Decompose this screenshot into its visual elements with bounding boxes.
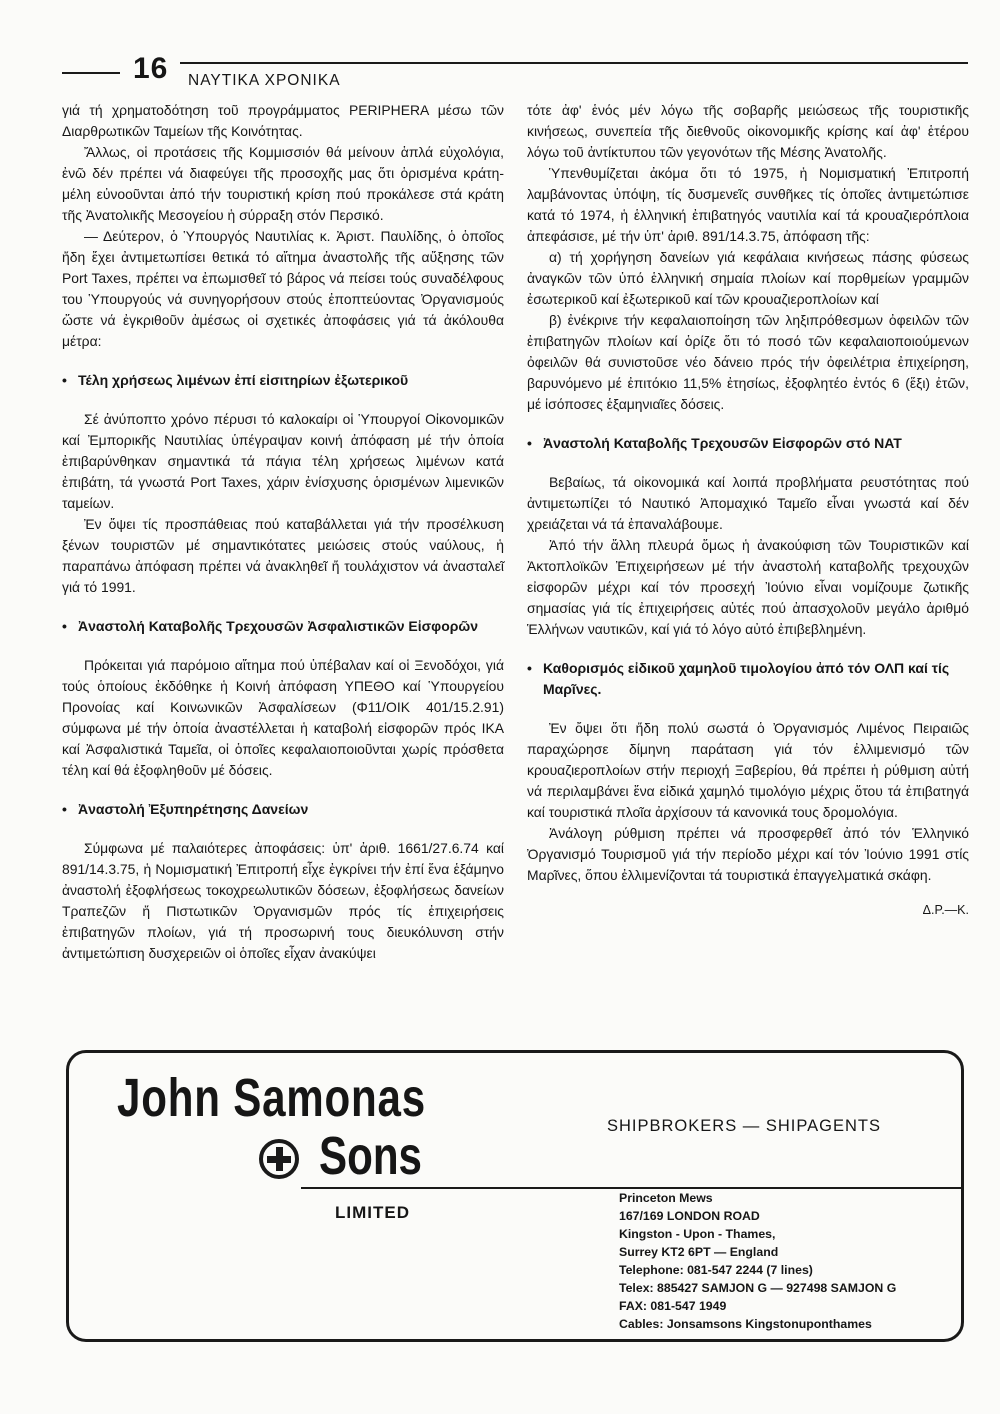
- address-line: 167/169 LONDON ROAD: [619, 1209, 760, 1223]
- paragraph: τότε ἀφ' ἑνός μέν λόγω τῆς σοβαρῆς μειώσεως τῆς τουριστικῆς κινήσεως, συνεπεία τῆς διεθνοῦς οἰκονομικῆς κρίσης καί ἀφ' ἑτέρου λόγω τοῦ ἀντίκτυπου τῶν γεγονότων τῆς Μέσης Ἀνατολῆς.: [527, 102, 969, 160]
- paragraph: Σύμφωνα μέ παλαιότερες ἀποφάσεις: ὑπ' ἀριθ. 1661/27.6.74 καί 891/14.3.75, ἡ Νομισματική Ἐπιτροπή εἶχε ἐγκρίνει τήν ἐπί ἕνα ἑξάμηνο ἀναστολή ἐξοφλήσεως τοκοχρεωλυτικῶν δόσεων, ἐξοφλήσεως δανείων Τραπεζῶν ἤ Πιστωτικῶν Ὀργανισμῶν πρός τίς ἐπιχειρήσεις ἐπιβατηγῶν πλοίων, γιά τή προσωρινή τους διευκόλυνση στήν ἀντιμετώπιση δυσχερειῶν οἱ ὁποῖες εἶχαν ἀνακύψει: [62, 840, 504, 961]
- paragraph: Ἐν ὄψει τίς προσπάθειας πού καταβάλλεται γιά τήν προσέλκυση ξένων τουριστῶν μέ σημαντικότατες μειώσεις στούς ναύλους, ἡ παραπάνω ἀπόφαση πρέπει νά ἀνακληθεῖ ἤ τουλάχιστον νά ἀνασταλεῖ γιά τό 1991.: [62, 516, 504, 595]
- address-line: Surrey KT2 6PT — England: [619, 1245, 779, 1259]
- company-address: [619, 1189, 896, 1333]
- company-limited: LIMITED: [335, 1203, 410, 1222]
- header-rule-left: [62, 72, 120, 74]
- company-name-line1: John Samonas: [117, 1068, 426, 1128]
- company-tagline: SHIPBROKERS — SHIPAGENTS: [607, 1117, 881, 1135]
- bullet-icon: •: [527, 435, 532, 451]
- bullet-icon: •: [62, 801, 67, 817]
- paragraph: Σέ ἀνύποπτο χρόνο πέρυσι τό καλοκαίρι οἱ Ὑπουργοί Οἰκονομικῶν καί Ἐμπορικῆς Ναυτιλίας ὑπέγραψαν κοινή ἀπόφαση μέ τήν ὁποία ἐπιβαρύνθηκαν σημαντικά τά πάγια τέλη χρήσεως λιμένων κατά ἐπιβάτη, τά γνωστά Port Taxes, χάριν ἐνίσχυσης ὁρισμένων λιμενικῶν ταμείων.: [62, 411, 504, 511]
- section-heading: • Τέλη χρήσεως λιμένων ἐπί εἰσιτηρίων ἐξωτερικοῦ: [62, 370, 504, 391]
- paragraph: γιά τή χρηματοδότηση τοῦ προγράμματος PERIPHERA μέσω τῶν Διαρθρωτικῶν Ταμείων τῆς Κοινότητας.: [62, 102, 504, 139]
- bullet-icon: •: [62, 618, 67, 634]
- section-heading: • Καθορισμός εἰδικοῦ χαμηλοῦ τιμολογίου ἀπό τόν ΟΛΠ καί τίς Μαρῖνες.: [527, 660, 950, 697]
- section-heading: • Ἀναστολή Καταβολῆς Τρεχουσῶν Εἰσφορῶν στό ΝΑΤ: [527, 433, 969, 454]
- right-column: [527, 100, 969, 921]
- address-line: Kingston - Upon - Thames,: [619, 1227, 776, 1241]
- telephone-line: Telephone: 081-547 2244 (7 lines): [619, 1263, 813, 1277]
- bullet-icon: •: [527, 660, 532, 676]
- bullet-icon: •: [62, 372, 67, 388]
- magazine-title: ΝΑΥΤΙΚΑ ΧΡΟΝΙΚΑ: [188, 72, 341, 89]
- list-item: α) τή χορήγηση δανείων γιά κεφάλαια κινήσεως πάσης φύσεως ἀναγκῶν τῶν ὑπό ἑλληνική σημαία πλοίων καί πορθμείων γραμμῶν ἐσωτερικοῦ καί ἐξωτερικοῦ καί τῶν κρουαζιεροπλοίων καί: [527, 249, 969, 307]
- paragraph: Πρόκειται γιά παρόμοιο αἴτημα πού ὑπέβαλαν καί οἱ Ξενοδόχοι, γιά τούς ὁποίους ἐκδόθηκε ἡ Κοινή ἀπόφαση ΥΠΕΘΟ καί Ὑπουργείου Προνοίας καί Κοινωνικῶν Ἀσφαλίσεων (Φ11/ΟΙΚ 401/15.2.91) σύμφωνα μέ τήν ὁποία ἀναστέλλεται ἡ καταβολή εἰσφορῶν πρός ΙΚΑ καί Ἀσφαλιστικά Ταμεῖα, οἱ ὁποῖες κεφαλαιοποιοῦνται χωρίς πρόσθετα τέλη καί θά ἐξοφληθοῦν μέ δόσεις.: [62, 657, 504, 778]
- paragraph: Ἀπό τήν ἄλλη πλευρά ὅμως ἡ ἀνακούφιση τῶν Τουριστικῶν καί Ἀκτοπλοϊκῶν Ἐπιχειρήσεων μέ τήν ἀναστολή καταβολῆς τρεχουχῶν εἰσφορῶν μέχρι καί τόν προσεχή Ἰούνιο εἶναι νομίζουμε ζωτικῆς σημασίας γιά τίς ἐπιχειρήσεις αὐτές πού ἀπασχολοῦν μεγάλο ἀριθμό Ἑλλήνων ναυτικῶν, καί γιά τό λόγο αὐτό ἐπιβεβλημένη.: [527, 537, 969, 637]
- paragraph: Ἀνάλογη ρύθμιση πρέπει νά προσφερθεῖ ἀπό τόν Ἑλληνικό Ὀργανισμό Τουρισμοῦ γιά τήν περίοδο μέχρι καί τόν Ἰούνιο 1991 στίς Μαρῖνες, ὅπου ἐλλιμενίζονται τά τουριστικά ἐπαγγελματικά σκάφη.: [527, 825, 969, 883]
- section-heading: • Ἀναστολή Ἐξυπηρέτησης Δανείων: [62, 799, 504, 820]
- paragraph: — Δεύτερον, ὁ Ὑπουργός Ναυτιλίας κ. Ἀριστ. Παυλίδης, ὁ ὁποῖος ἤδη ἔχει ἀντιμετωπίσει θετικά τό αἴτημα ἀναστολῆς τῆς αὔξησης τῶν Port Taxes, πρέπει να ἐπωμισθεῖ τό βάρος νά πείσει τούς συναδέλφους του Ὑπουργούς νά συνηγορήσουν στούς ἐποπτεύοντας Ὀργανισμούς ὥστε νά ἐγκριθοῦν ἀμέσως οἱ σχετικές ἀποφάσεις γιά τά ἀκόλουθα μέτρα:: [62, 228, 504, 349]
- plus-circle-icon: [259, 1139, 299, 1179]
- cables-line: Cables: Jonsamsons Kingstonuponthames: [619, 1317, 872, 1331]
- paragraph: Ἄλλως, οἱ προτάσεις τῆς Κομμισσιόν θά μείνουν ἁπλά εὐχολόγια, ἐνῶ δέν πρέπει νά διαφεύγει τῆς προσοχῆς μας ὅτι ὁρισμένα κράτη-μέλη εὐνοοῦνται ἀπό τήν τουριστική κρίση πού προκάλεσε στά κράτη τῆς Ἀνατολικῆς Μεσογείου ἡ σύρραξη στόν Περσικό.: [62, 144, 504, 223]
- section-heading: • Ἀναστολή Καταβολῆς Τρεχουσῶν Ἀσφαλιστικῶν Εἰσφορῶν: [62, 616, 504, 637]
- company-name-line2: Sons: [319, 1126, 422, 1186]
- left-column: [62, 100, 504, 964]
- paragraph: Βεβαίως, τά οἰκονομικά καί λοιπά προβλήματα ρευστότητας πού ἀντιμετωπίζει τό Ναυτικό Ἀπομαχικό Ταμεῖο εἶναι γνωστά καί δέν χρειάζεται νά τά ἐπαναλάβουμε.: [527, 474, 969, 532]
- telex-line: Telex: 885427 SAMJON G — 927498 SAMJON G: [619, 1281, 897, 1295]
- header-rule-right: [180, 62, 968, 64]
- paragraph: Ὑπενθυμίζεται ἀκόμα ὅτι τό 1975, ἡ Νομισματική Ἐπιτροπή λαμβάνοντας ὑπόψη, τίς δυσμενεῖς συνθῆκες τίς ὁποῖες ἀντιμετώπισε κατά τό 1974, ἡ ἑλληνική ἐπιβατηγός ναυτιλία καί τά κρουαζιερόπλοια ἀπεφάσισε, μέ τήν ὑπ' ἀριθ. 891/14.3.75, ἀπόφαση τῆς:: [527, 165, 969, 244]
- list-item: β) ἐνέκρινε τήν κεφαλαιοποίηση τῶν ληξιπρόθεσμων ὀφειλῶν τῶν ἐπιβατηγῶν πλοίων καί ὁρίζε ὅτι τό ποσό τῶν κεφαλαιοποιούμενων ὀφειλῶν θά συνιστοῦσε νέο δάνειο πρός τήν ὀφειλέτρια ἐπιχείρηση, βαρυνόμενο μέ ἐπιτόκιο 11,5% ἐτησίως, ἐξοφλητέο ἐντός 6 (ἕξι) ἐτῶν, μέ ἰσόποσες ἑξαμηνιαῖες δόσεις.: [527, 312, 969, 412]
- paragraph: Ἐν ὄψει ὅτι ἤδη πολύ σωστά ὁ Ὀργανισμός Λιμένος Πειραιῶς παραχώρησε δίμηνη παράταση γιά τόν ἐλλιμενισμό τῶν κρουαζιεροπλοίων στήν περιοχή Ξαβερίου, θά πρέπει ἡ ρύθμιση αὐτή νά περιλαμβάνει ἕνα εἰδικά χαμηλό τιμολόγιο μέχρις ὅτου τά ἐπιβατηγά καί τουριστικά πλοῖα ἀρχίσουν τά κανονικά τους δρομολόγια.: [527, 720, 969, 820]
- page-number: 16: [133, 52, 169, 85]
- fax-line: FAX: 081-547 1949: [619, 1299, 727, 1313]
- author-signature: Δ.Ρ.—Κ.: [922, 903, 969, 917]
- advertisement-box: [66, 1050, 964, 1342]
- address-line: Princeton Mews: [619, 1191, 713, 1205]
